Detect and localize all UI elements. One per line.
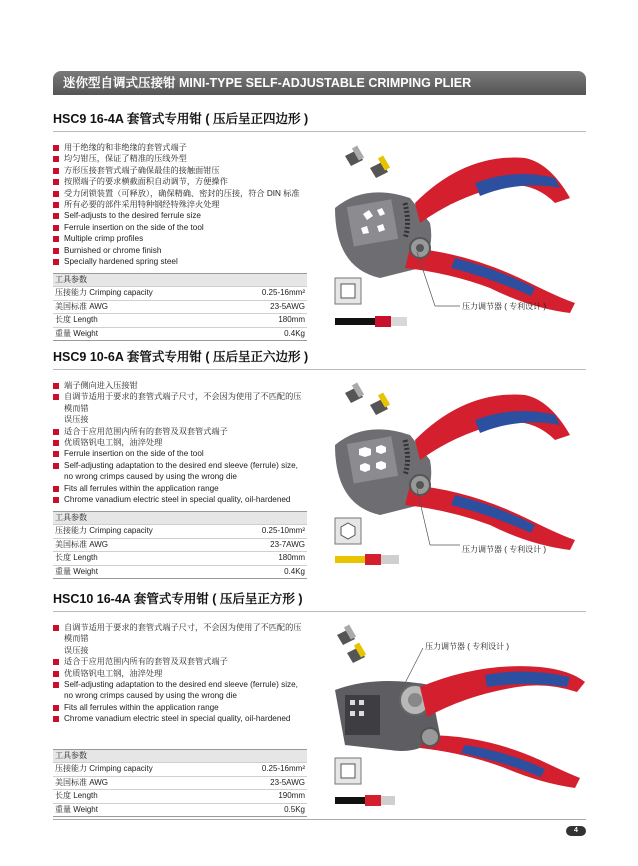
feature-item-continued: 误压接 (64, 415, 89, 425)
section-divider (53, 611, 586, 612)
feature-item: Chrome vanadium electric steel in special quality, oil-hardened (53, 713, 308, 724)
spec-row (53, 551, 307, 565)
feature-item: Fits all ferrules within the application range (53, 483, 308, 494)
ferrule-samples-image (345, 145, 390, 178)
spec-row (53, 762, 307, 776)
tool-mark: FEK-01002 (455, 441, 481, 447)
crimping-plier-image (325, 615, 585, 815)
crimping-plier-image (325, 375, 585, 580)
crimp-profile-hexagon-image (335, 518, 361, 544)
pressure-regulator-callout: 压力调节器 ( 专利设计 ) (425, 642, 509, 651)
section-title: HSC9 16-4A 套管式专用钳 ( 压后呈正四边形 ) (53, 112, 309, 126)
feature-item: Specially hardened spring steel (53, 256, 323, 267)
ferrule-samples-image (337, 624, 366, 663)
spec-row (53, 776, 307, 790)
spec-value: 23-5AWG (270, 301, 305, 311)
feature-item: 均匀钳压，保证了精准的压线外型 (53, 153, 323, 164)
spec-row (53, 565, 307, 580)
feature-item: 所有必要的部件采用特种钢经特殊淬火处理 (53, 199, 323, 210)
crimped-wire-image (335, 316, 407, 327)
crimp-profile-square-image (335, 278, 361, 304)
spec-value: 190mm (278, 791, 305, 801)
spec-row (53, 803, 307, 818)
spec-row (53, 789, 307, 803)
spec-label: 压接能力 Crimping capacity (55, 764, 153, 773)
spec-label: 重量 Weight (55, 328, 98, 338)
footer-divider (53, 819, 586, 820)
page-number: 4 (566, 826, 586, 836)
section-divider (53, 369, 586, 370)
spec-row (53, 313, 307, 327)
spec-value: 23-5AWG (270, 777, 305, 787)
feature-item: Self-adjusting adaptation to the desired end sleeve (ferrule) size, (53, 460, 308, 471)
spec-label: 长度 Length (55, 553, 98, 563)
spec-value: 23-7AWG (270, 539, 305, 549)
feature-item: Self-adjusts to the desired ferrule size (53, 210, 323, 221)
feature-item: 方形压接套管式端子确保最佳的接触面钳压 (53, 165, 323, 176)
spec-label: 美国标准 AWG (55, 539, 109, 549)
spec-value: 0.5Kg (284, 804, 305, 814)
ferrule-samples-image (345, 382, 390, 415)
spec-label: 美国标准 AWG (55, 777, 109, 787)
feature-item: Self-adjusting adaptation to the desired end sleeve (ferrule) size, (53, 679, 308, 690)
feature-item: 受力闭锁装置（可释放），确保精确、密封的压接，符合 DIN 标准 (53, 188, 323, 199)
spec-label: 压接能力 Crimping capacity (55, 288, 153, 297)
spec-row (53, 524, 307, 538)
feature-item-continued: 误压接 (64, 645, 89, 655)
spec-table (53, 273, 307, 341)
spec-table (53, 511, 307, 579)
feature-item: 自调节适用于要求的套管式端子尺寸，不会因为使用了不匹配的压模而错 (53, 391, 308, 414)
pressure-regulator-callout: 压力调节器 ( 专利设计 ) (462, 545, 546, 554)
feature-item: Chrome vanadium electric steel in special quality, oil-hardened (53, 494, 308, 505)
crimped-wire-image (335, 795, 395, 806)
feature-item: 优质铬钒电工钢，油淬处理 (53, 668, 308, 679)
feature-item-continued: no wrong crimps caused by using the wrong die (64, 472, 237, 482)
feature-item: Multiple crimp profiles (53, 233, 323, 244)
section-title: HSC9 10-6A 套管式专用钳 ( 压后呈正六边形 ) (53, 350, 309, 364)
spec-label: 美国标准 AWG (55, 301, 109, 311)
feature-item: Ferrule insertion on the side of the tool (53, 222, 323, 233)
spec-header: 工具参数 (53, 511, 307, 524)
spec-row (53, 538, 307, 552)
spec-label: 重量 Weight (55, 566, 98, 576)
feature-item: 优质铬钒电工钢，油淬处理 (53, 437, 308, 448)
spec-header: 工具参数 (53, 749, 307, 762)
spec-value: 0.4Kg (284, 328, 305, 338)
spec-label: 压接能力 Crimping capacity (55, 526, 153, 535)
feature-item: 按照端子的要求横截面积自动调节，方便操作 (53, 176, 323, 187)
crimp-profile-square-image (335, 758, 361, 784)
tool-mark: FEK-01001 (450, 204, 476, 210)
feature-list (53, 622, 308, 725)
spec-label: 长度 Length (55, 791, 98, 801)
page-banner: 迷你型自调式压接钳 MINI-TYPE SELF-ADJUSTABLE CRIMPING PLIER (53, 71, 586, 95)
spec-label: 重量 Weight (55, 804, 98, 814)
feature-item: 端子侧向进入压接钳 (53, 380, 308, 391)
feature-item: Fits all ferrules within the application range (53, 702, 308, 713)
spec-row (53, 300, 307, 314)
spec-value: 0.25-10mm² (261, 526, 305, 535)
pressure-regulator-callout: 压力调节器 ( 专利设计 ) (462, 302, 546, 311)
spec-row (53, 286, 307, 300)
feature-list (53, 142, 323, 267)
spec-header: 工具参数 (53, 273, 307, 286)
feature-item: Burnished or chrome finish (53, 245, 323, 256)
spec-row (53, 327, 307, 342)
spec-value: 0.4Kg (284, 566, 305, 576)
feature-item: 适合于应用范围内所有的套管及双套管式端子 (53, 656, 308, 667)
crimped-wire-image (335, 554, 399, 565)
spec-value: 0.25-16mm² (261, 288, 305, 297)
feature-item: Ferrule insertion on the side of the tool (53, 448, 308, 459)
spec-table (53, 749, 307, 817)
tool-mark: FEK-01003 (465, 703, 491, 709)
spec-label: 长度 Length (55, 315, 98, 325)
feature-list (53, 380, 308, 505)
feature-item: 自调节适用于要求的套管式端子尺寸，不会因为使用了不匹配的压模而错 (53, 622, 308, 645)
section-divider (53, 131, 586, 132)
section-title: HSC10 16-4A 套管式专用钳 ( 压后呈正方形 ) (53, 592, 303, 606)
spec-value: 0.25-16mm² (261, 764, 305, 773)
spec-value: 180mm (278, 553, 305, 563)
spec-value: 180mm (278, 315, 305, 325)
feature-item: 用于绝缘的和非绝缘的套管式端子 (53, 142, 323, 153)
feature-item-continued: no wrong crimps caused by using the wrong die (64, 691, 237, 701)
feature-item: 适合于应用范围内所有的套管及双套管式端子 (53, 426, 308, 437)
crimping-plier-image (325, 138, 585, 338)
